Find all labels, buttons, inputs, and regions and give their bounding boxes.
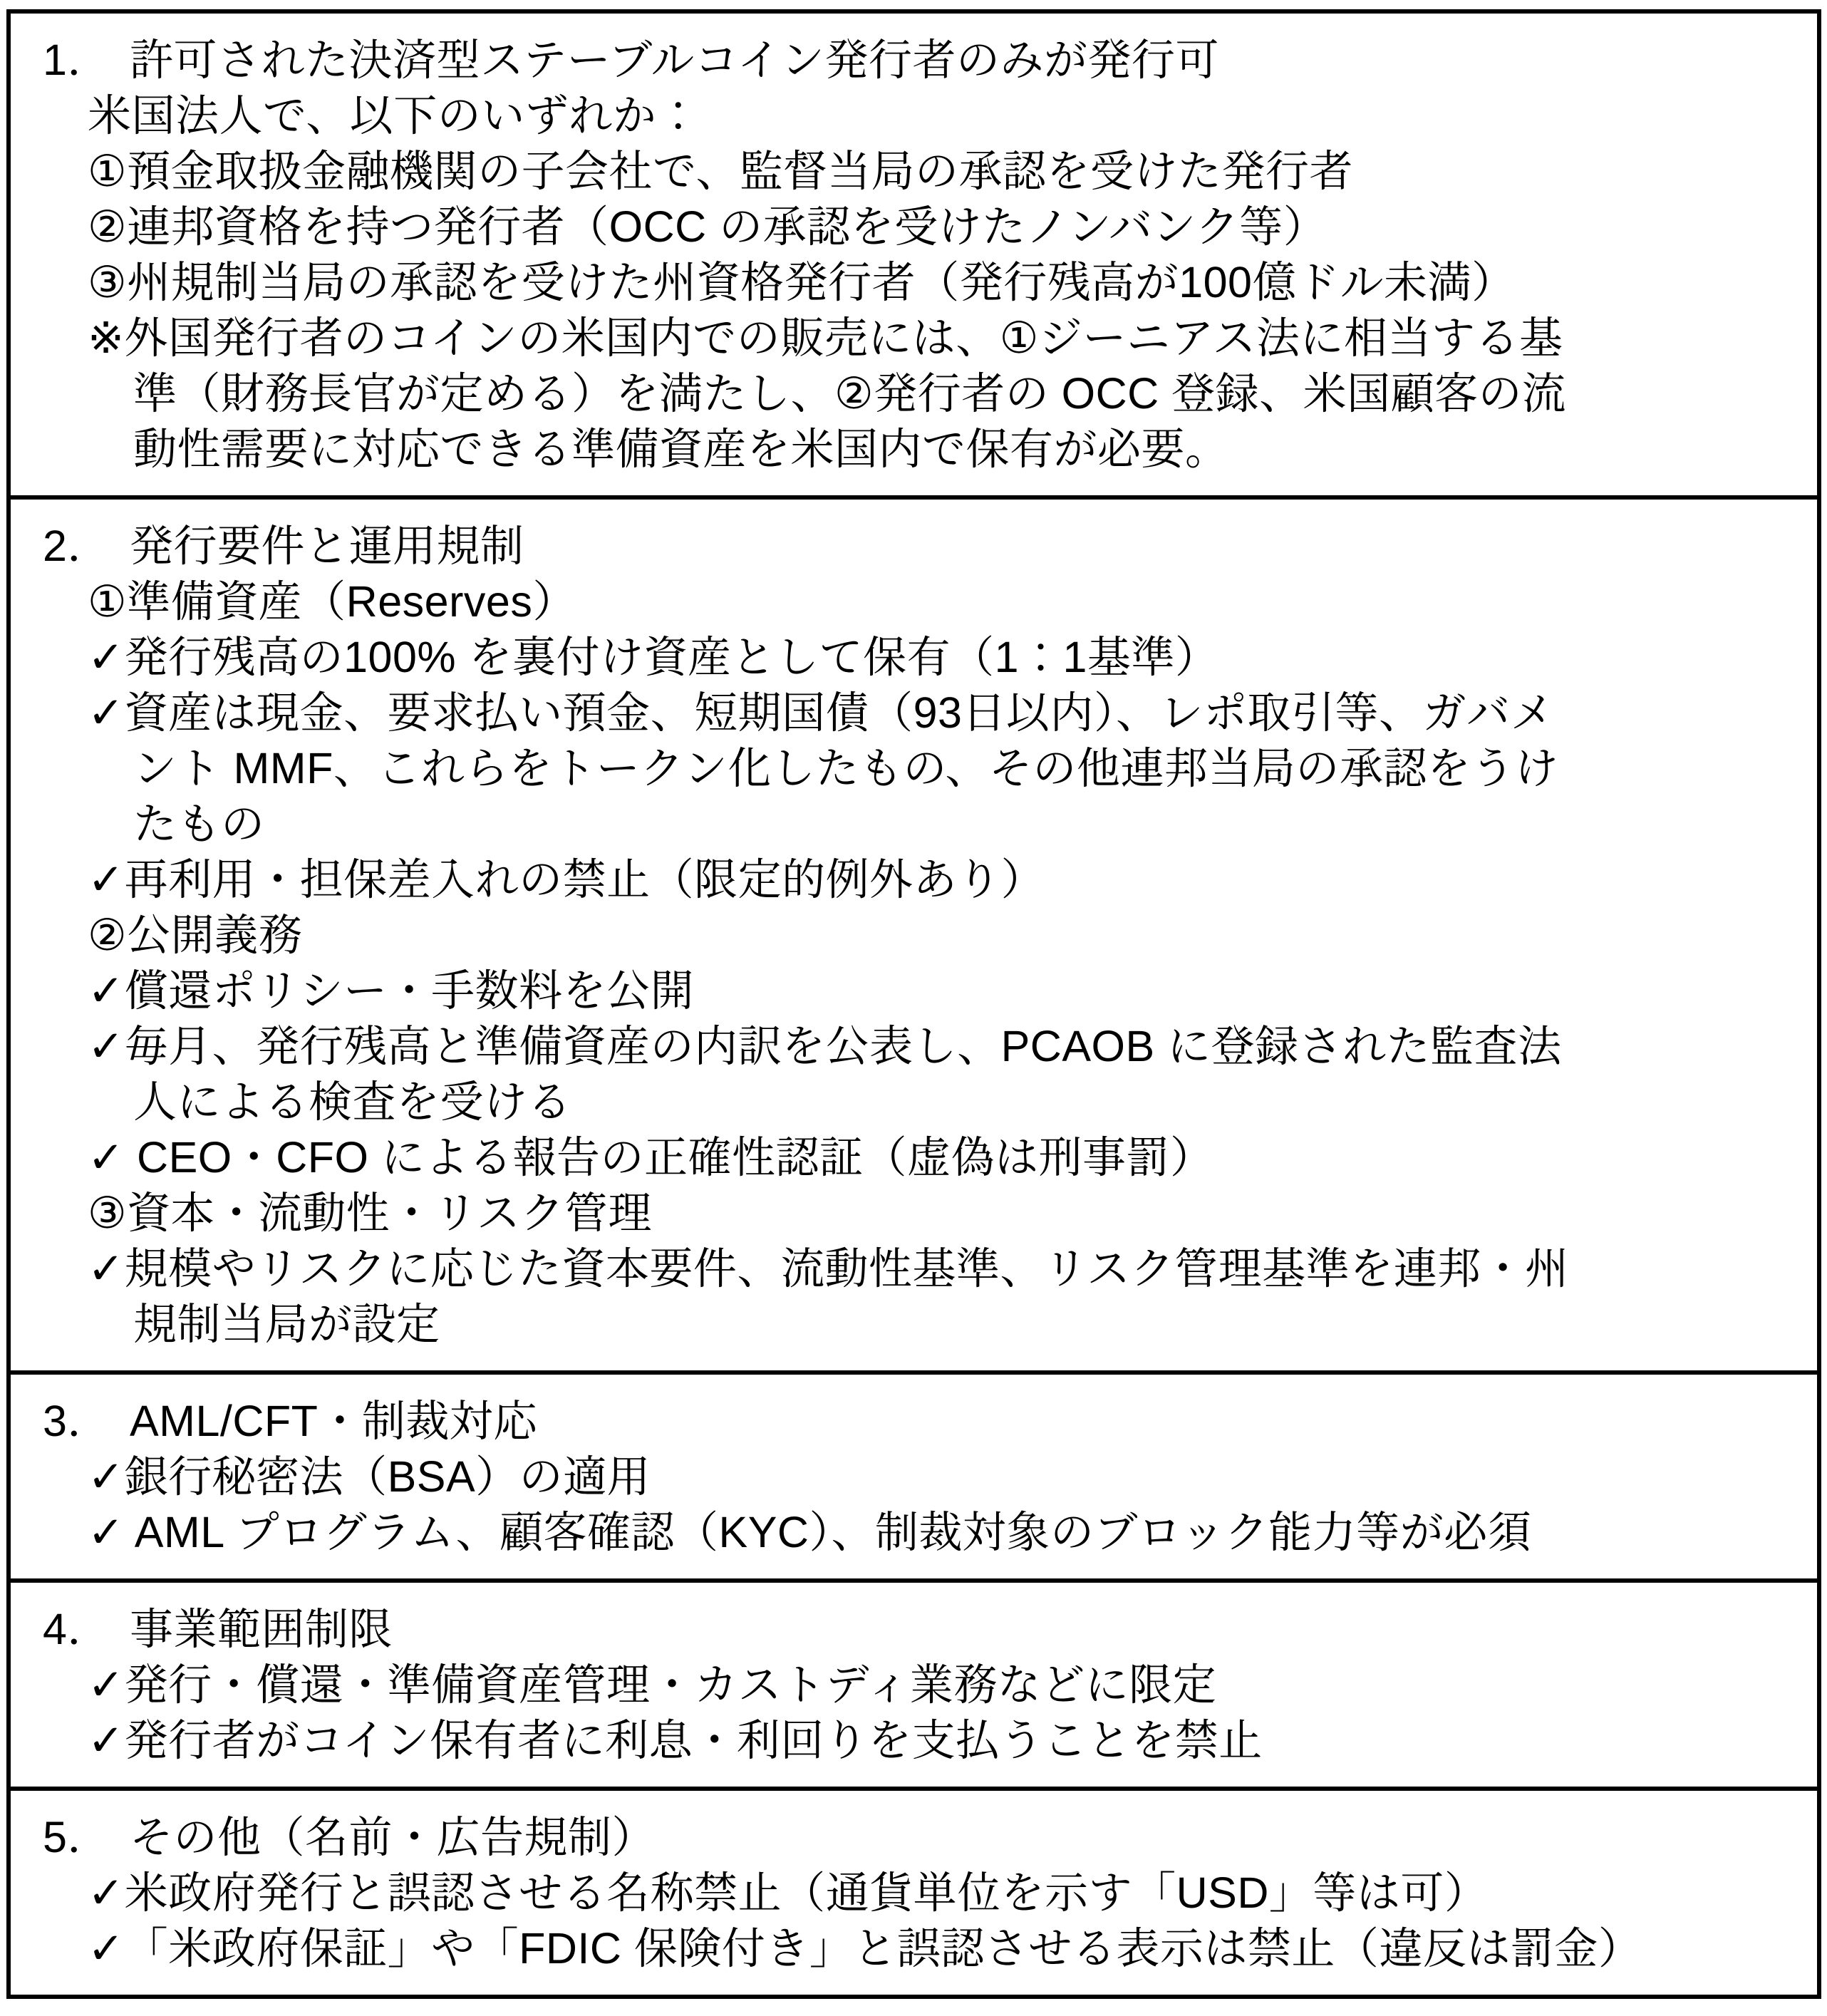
section-1 — [11, 14, 1817, 500]
section-number: 2． — [43, 522, 111, 570]
section-title: その他（名前・広告規制） — [130, 1813, 656, 1861]
text-line: ✓償還ポリシー・手数料を公開 — [88, 966, 695, 1015]
text-line: ✓再利用・担保差入れの禁止（限定的例外あり） — [88, 855, 1045, 904]
text-line: ✓「米政府保証」や「FDIC 保険付き」と誤認させる表示は禁止（違反は罰金） — [88, 1924, 1642, 1973]
text-line: ✓規模やリスクに応じた資本要件、流動性基準、リスク管理基準を連邦・州 — [88, 1244, 1569, 1293]
text-line: ✓ CEO・CFO による報告の正確性認証（虚偽は刑事罰） — [88, 1133, 1214, 1182]
section-5-heading — [11, 1809, 1810, 1865]
text-line: ✓発行残高の100% を裏付け資産として保有（1：1基準） — [88, 633, 1219, 681]
section-number: 4． — [43, 1605, 111, 1653]
section-title: 発行要件と運用規制 — [130, 522, 524, 570]
section-title: 事業範囲制限 — [130, 1605, 393, 1653]
section-3-heading — [11, 1393, 1810, 1449]
section-4 — [11, 1583, 1817, 1791]
text-line: ①準備資産（Reserves） — [88, 577, 576, 626]
section-2 — [11, 500, 1817, 1375]
text-line: ント MMF、これらをトークン化したもの、その他連邦当局の承認をうけ — [133, 744, 1559, 792]
text-line: ※外国発行者のコインの米国内での販売には、①ジーニアス法に相当する基 — [88, 314, 1563, 362]
section-5 — [11, 1791, 1817, 1995]
text-line: 人による検査を受ける — [133, 1077, 572, 1126]
section-2-heading — [11, 518, 1810, 574]
text-line: たもの — [133, 800, 265, 848]
text-line: ✓発行・償還・準備資産管理・カストディ業務などに限定 — [88, 1660, 1217, 1709]
section-3 — [11, 1375, 1817, 1583]
text-line: ✓ AML プログラム、顧客確認（KYC）、制裁対象のブロック能力等が必須 — [88, 1508, 1532, 1556]
text-line: ②連邦資格を持つ発行者（OCC の承認を受けたノンバンク等） — [88, 202, 1327, 251]
section-title: 許可された決済型ステーブルコイン発行者のみが発行可 — [130, 36, 1219, 84]
text-line: ✓資産は現金、要求払い預金、短期国債（93日以内）、レポ取引等、ガバメ — [88, 688, 1554, 737]
text-line: ✓米政府発行と誤認させる名称禁止（通貨単位を示す「USD」等は可） — [88, 1868, 1489, 1917]
section-1-heading — [11, 32, 1810, 88]
section-number: 5． — [43, 1813, 111, 1861]
text-line: 動性需要に対応できる準備資産を米国内で保有が必要。 — [133, 425, 1229, 473]
text-line: ✓発行者がコイン保有者に利息・利回りを支払うことを禁止 — [88, 1716, 1263, 1764]
section-title: AML/CFT・制裁対応 — [130, 1397, 537, 1445]
regulation-summary-table — [6, 9, 1821, 1999]
text-line: 米国法人で、以下のいずれか： — [88, 91, 700, 140]
text-line: ②公開義務 — [88, 911, 303, 959]
section-number: 3． — [43, 1397, 111, 1445]
text-line: 規制当局が設定 — [133, 1300, 440, 1348]
section-4-heading — [11, 1601, 1810, 1657]
text-line: 準（財務長官が定める）を満たし、②発行者の OCC 登録、米国顧客の流 — [133, 369, 1566, 418]
text-line: ③資本・流動性・リスク管理 — [88, 1189, 652, 1237]
text-line: ✓毎月、発行残高と準備資産の内訳を公表し、PCAOB に登録された監査法 — [88, 1022, 1562, 1070]
text-line: ①預金取扱金融機関の子会社で、監督当局の承認を受けた発行者 — [88, 147, 1353, 195]
text-line: ③州規制当局の承認を受けた州資格発行者（発行残高が100億ドル未満） — [88, 258, 1516, 306]
text-line: ✓銀行秘密法（BSA）の適用 — [88, 1452, 651, 1501]
section-number: 1． — [43, 36, 111, 84]
